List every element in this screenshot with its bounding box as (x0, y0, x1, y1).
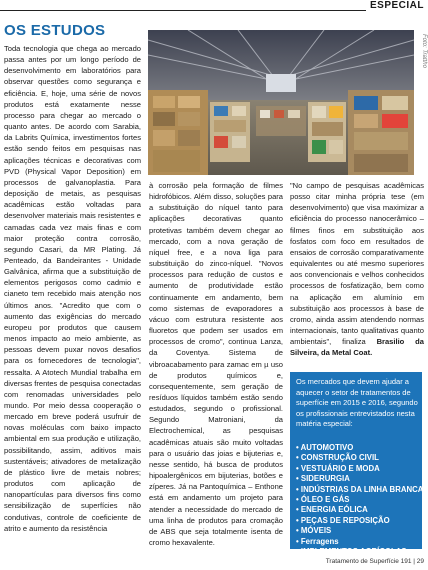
list-item: • SIDERURGIA (296, 474, 423, 484)
list-item-label: IMPLEMENTOS AGRÍCOLAS (300, 547, 407, 557)
markets-infobox (290, 372, 424, 557)
header-rule (0, 10, 380, 11)
column-2-text: à corrosão pela formação de filmes hidrofóbicos. Além disso, soluções para a substituição do níquel tanto para aplicações decorativas quanto protetivas também devem chegar ao mercado, com a nova geração de níquel free, e a nova liga para substituição do zinco-níquel. "Novos processos para redução de custos e aumento de produtividade estão continuamente em andamento, bem como sistemas de evaporadores a vácuo com estrutura resistente aos fluoretos que podem ser usados em processos de cromo", continua Lanza, da Coventya. Sistema de vibroacabamento para zamac em µ uso de produtos químicos e, consequentemente, sem geração de resíduos líquidos também estão sendo estudados, segundo o profissional. Segundo Matroniani, da Electrochemical, as pesquisas acadêmicas atuais são muito voltadas para o usuário das joias e bijuterias e, nesse sentido, há busca de produtos hipoalergênicos em bijuterias, botões e zíperes. Já na Pantoquímica – Enthone está em andamento um projeto para atender a necessidade do mercado de uma linha de produtos para cromação de ABS que seja totalmente isenta de cromo hexavalente. (149, 181, 283, 547)
list-item: • Ferragens (296, 537, 423, 547)
list-item: • INDÚSTRIAS DA LINHA BRANCA (296, 485, 423, 495)
warehouse-illustration (148, 30, 414, 175)
list-item: • ÓLEO E GÁS (296, 495, 423, 505)
section-label: ESPECIAL (366, 0, 424, 11)
list-item: • ENERGIA EÓLICA (296, 505, 423, 515)
markets-list (296, 443, 423, 557)
article-column-3 (290, 180, 424, 359)
header-bar (0, 0, 428, 14)
list-item: • VESTUÁRIO E MODA (296, 464, 423, 474)
list-item: • AUTOMOTIVO (296, 443, 423, 453)
column-1-text: Toda tecnologia que chega ao mercado passa antes por um longo período de desenvolvimento em laboratórios para observar questões como segurança e eficiência. E, hoje, uma série de novos produtos está exatamente nesse processo para chegar ao mercado o quanto antes. De acordo com Sarabia, da Labrits Química, investimentos fortes estão sendo feitos em pesquisas nas aplicações técnicas e decorativas com PVD (Physical Vapor Deposition) em processos de galvanoplastia. Para deposição de metais, as pesquisas acadêmicas estão voltadas para desenvolver materiais mais resistentes e camadas cada vez mais finas e com maior proteção contra corrosão, segundo Casari, da MR Plating. Já Penteado, da Bandeirantes - Unidade Galvânica, afirma que a substituição de elementos perigosos como cadmio e cianeto tem recebido mais atenção nos últimos anos. "Acredito que com o aumento das exigências do mercado europeu por produtos que causem menos impacto ao meio ambiente, as pessoas devem puxar novos desafios para os fornecedores de tecnologia", ressalta. A Atotech Mundial trabalha em diversas frentes de pesquisa conectadas com renomadas universidades pelo mundo. Por meio dessa cooperação o mercado em breve poderá usufruir de novas moléculas com baixo impacto ambiental em sua produção e utilização, possibilitando, assim, aditivos mais sustentáveis; ativadores de metalização de plástico livre de metais nobres; produtos com aplicação de nanopartículas para diversos fins como sensibilização de superfícies não condutivas, controle de coeficiente de atrito e aumento da resistência (4, 44, 141, 533)
page-footer: Tratamento de Superfície 191 | 29 (325, 558, 424, 565)
warehouse-photo (148, 30, 414, 175)
list-item: • CONSTRUÇÃO CIVIL (296, 453, 423, 463)
end-mark-icon (410, 550, 415, 555)
column-3-body: "No campo de pesquisas acadêmicas posso citar minha própria tese (em desenvolvimento) que visa maximizar a eficiência do processo nanocerâmico – filmes finos em substituição aos fosfatos com foco em resultados de ensaios de corrosão comparativamente equivalentes ou até mesmo superiores aos convencionais e velhos conhecidos processos de fosfatização, bem como na aplicação em alumínio em substituição aos processos à base de cromo, ainda assim atendendo normas internacionais, tanto qualitativas quanto ambientais", finaliza (290, 181, 424, 347)
article-heading: OS ESTUDOS (4, 22, 106, 39)
photo-credit: Foto: Trattho (421, 34, 427, 68)
article-column-1 (4, 43, 141, 534)
list-item: • MÓVEIS (296, 526, 423, 536)
list-item: • PEÇAS DE REPOSIÇÃO (296, 516, 423, 526)
infobox-intro: Os mercados que devem ajudar a aquecer o setor de tratamentos de superfície em 2015 e 2016, segundo os profissionais entrevistados nesta matéria especial: (296, 377, 418, 428)
list-item (296, 547, 423, 557)
article-column-2 (149, 180, 283, 548)
column-3-author: Brasilio da Silveira, da Metal Coat. (290, 337, 424, 358)
column-3-text (290, 180, 424, 359)
